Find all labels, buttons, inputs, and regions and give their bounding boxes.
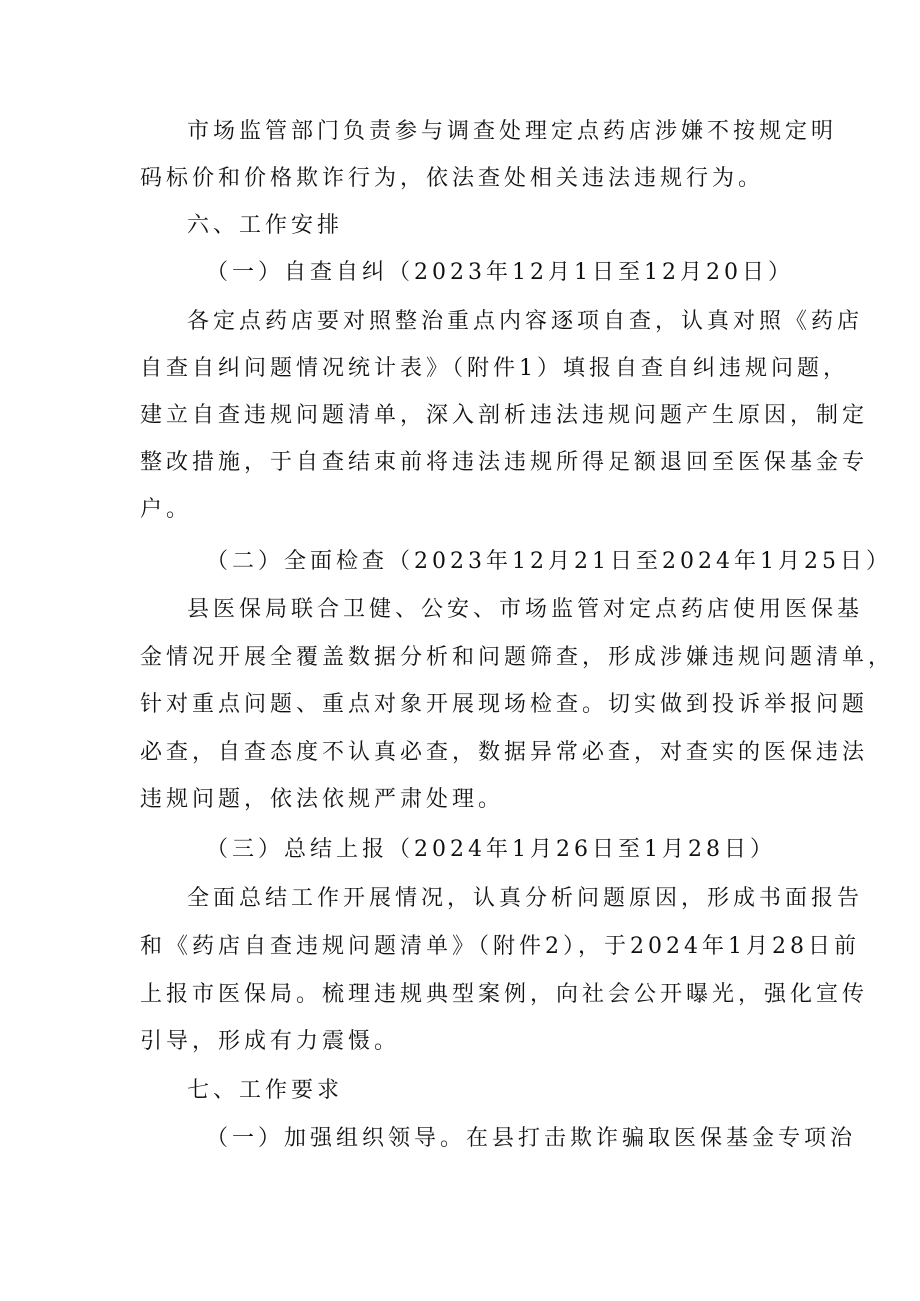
paragraph-line-9: 金情况开展全覆盖数据分析和问题筛查，形成涉嫌违规问题清单， [140, 645, 895, 670]
paragraph-line-14: 和《药店自查违规问题清单》（附件2），于2024年1月28日前 [140, 934, 860, 959]
paragraph-line-6: 整改措施，于自查结束前将违法违规所得足额退回至医保基金专 [140, 450, 869, 475]
paragraph-line-13: 全面总结工作开展情况，认真分析问题原因，形成书面报告 [187, 886, 864, 911]
subheading-full-check: （二）全面检查（2023年12月21日至2024年1月25日） [206, 549, 892, 574]
section-heading-7: 七、工作要求 [187, 1078, 344, 1103]
paragraph-line-1: 市场监管部门负责参与调查处理定点药店涉嫌不按规定明 [187, 119, 838, 144]
section-heading-6: 六、工作安排 [187, 213, 344, 238]
paragraph-line-7: 户。 [140, 497, 193, 522]
paragraph-line-4: 自查自纠问题情况统计表》（附件1）填报自查自纠违规问题， [140, 356, 849, 381]
paragraph-line-5: 建立自查违规问题清单，深入剖析违法违规问题产生原因，制定 [140, 403, 869, 428]
paragraph-line-2: 码标价和价格欺诈行为，依法查处相关违法违规行为。 [140, 166, 765, 191]
paragraph-line-15: 上报市医保局。梳理违规典型案例，向社会公开曝光，强化宣传 [140, 982, 869, 1007]
subheading-summary-report: （三）总结上报（2024年1月26日至1月28日） [206, 837, 776, 862]
paragraph-line-8: 县医保局联合卫健、公安、市场监管对定点药店使用医保基 [187, 597, 864, 622]
paragraph-line-16: 引导，形成有力震慑。 [140, 1029, 401, 1054]
paragraph-line-12: 违规问题，依法依规严肃处理。 [140, 787, 505, 812]
paragraph-line-11: 必查，自查态度不认真必查，数据异常必查，对查实的医保违法 [140, 740, 869, 765]
paragraph-line-17: （一）加强组织领导。在县打击欺诈骗取医保基金专项治 [206, 1126, 857, 1151]
subheading-self-check: （一）自查自纠（2023年12月1日至12月20日） [206, 260, 794, 285]
paragraph-line-10: 针对重点问题、重点对象开展现场检查。切实做到投诉举报问题 [140, 692, 869, 717]
paragraph-line-3: 各定点药店要对照整治重点内容逐项自查，认真对照《药店 [187, 309, 864, 334]
